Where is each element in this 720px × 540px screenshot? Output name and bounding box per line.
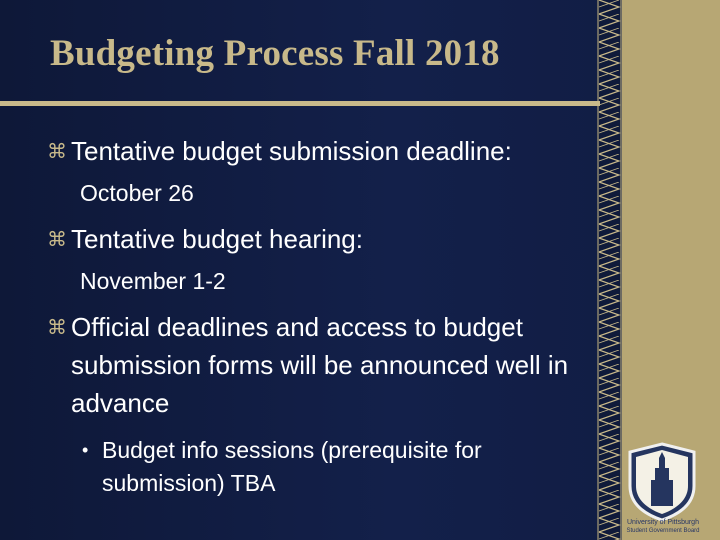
bullet-text: Tentative budget hearing: <box>71 224 363 254</box>
bullet-subtext: October 26 <box>80 180 194 206</box>
bullet-item <box>46 308 591 422</box>
bullet-subtext: November 1-2 <box>80 268 226 294</box>
logo-line2: Student Government Board <box>626 528 700 534</box>
bullet-list <box>46 132 591 500</box>
command-icon: ⌘ <box>47 315 67 339</box>
logo-line1: University of Pittsburgh <box>627 519 699 526</box>
sub-bullet-item <box>46 434 562 500</box>
bullet-text: Tentative budget submission deadline: <box>71 136 512 166</box>
command-icon: ⌘ <box>47 227 67 251</box>
bullet-dot-icon: • <box>82 440 89 460</box>
slide-title: Budgeting Process Fall 2018 <box>50 33 500 74</box>
logo-caption <box>622 519 704 535</box>
command-icon: ⌘ <box>47 139 67 163</box>
sub-bullet-text: Budget info sessions (prerequisite for submission) TBA <box>102 437 482 496</box>
zigzag-border <box>597 0 622 540</box>
title-divider <box>0 101 600 106</box>
bullet-item <box>46 132 591 170</box>
bullet-text: Official deadlines and access to budget submission forms will be announced well in advance <box>71 312 569 418</box>
bullet-item <box>46 220 591 258</box>
